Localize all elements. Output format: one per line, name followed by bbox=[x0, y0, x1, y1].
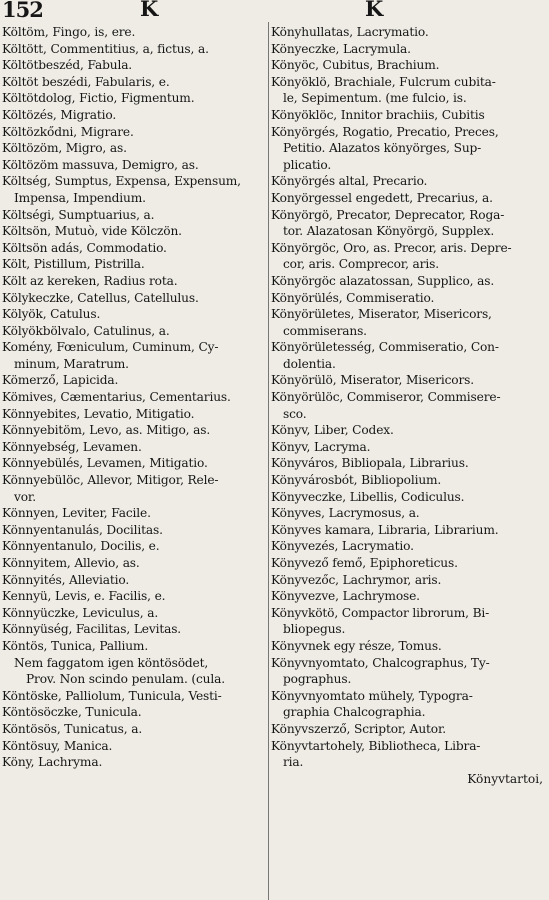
dictionary-entry bbox=[271, 538, 547, 555]
entry-continuation-line: ria. bbox=[283, 755, 304, 770]
entry-line: Költött, Commentitius, a, fictus, a. bbox=[2, 41, 209, 56]
entry-line: Kömives, Cæmentarius, Cementarius. bbox=[2, 390, 231, 405]
dictionary-entry bbox=[271, 57, 547, 74]
dictionary-entry bbox=[2, 306, 267, 323]
column-divider bbox=[268, 22, 269, 900]
right-column bbox=[271, 24, 547, 900]
entry-line: Kennyü, Levis, e. Facilis, e. bbox=[2, 589, 166, 604]
dictionary-entry bbox=[2, 140, 267, 157]
dictionary-entry bbox=[2, 406, 267, 423]
entry-line: Könyörülö, Miserator, Misericors. bbox=[271, 373, 474, 388]
dictionary-entry bbox=[2, 555, 267, 572]
dictionary-entry bbox=[2, 223, 267, 240]
entry-line: Köny, Lachryma. bbox=[2, 755, 103, 770]
dictionary-entry bbox=[271, 240, 547, 273]
entry-continuation-line: minum, Maratrum. bbox=[14, 356, 129, 371]
entry-line: Könyv, Liber, Codex. bbox=[271, 423, 394, 438]
entry-line: Köntöske, Palliolum, Tunicula, Vesti- bbox=[2, 688, 222, 703]
entry-line: Költségi, Sumptuarius, a. bbox=[2, 207, 155, 222]
dictionary-entry bbox=[271, 339, 547, 372]
right-column-letter: K bbox=[365, 0, 384, 21]
entry-line: Könyvező femő, Epiphoreticus. bbox=[271, 556, 458, 570]
dictionary-entry bbox=[271, 24, 547, 41]
entry-line: Konyörgessel engedett, Precarius, a. bbox=[271, 190, 493, 205]
entry-continuation-line: pographus. bbox=[283, 672, 352, 687]
dictionary-entry bbox=[271, 41, 547, 58]
dictionary-entry bbox=[271, 555, 547, 572]
dictionary-entry bbox=[271, 372, 547, 389]
dictionary-entry bbox=[2, 439, 267, 456]
entry-line: Kölykeczke, Catellus, Catellulus. bbox=[2, 290, 199, 305]
entry-line: Könnyentanulás, Docilitas. bbox=[2, 522, 163, 537]
entry-line: Könyvszerző, Scriptor, Autor. bbox=[271, 721, 447, 736]
entry-line: Könyörgöc, Oro, as. Precor, aris. Depre- bbox=[271, 240, 512, 255]
dictionary-entry bbox=[271, 290, 547, 307]
entry-line: Költötbeszéd, Fabula. bbox=[2, 58, 133, 73]
dictionary-entry bbox=[2, 256, 267, 273]
entry-line: Költ az kereken, Radius rota. bbox=[2, 273, 178, 288]
entry-line: Komény, Fœniculum, Cuminum, Cy- bbox=[2, 340, 219, 355]
entry-line: Költötdolog, Fictio, Figmentum. bbox=[2, 91, 195, 106]
entry-line: Könyörületes, Miserator, Misericors, bbox=[271, 307, 492, 322]
page-number: 152 bbox=[2, 0, 43, 22]
entry-line: Könnyentanulo, Docilis, e. bbox=[2, 539, 160, 554]
entry-line: Könnyüség, Facilitas, Levitas. bbox=[2, 622, 182, 637]
dictionary-entry bbox=[2, 605, 267, 622]
dictionary-entry bbox=[2, 107, 267, 124]
dictionary-entry bbox=[271, 124, 547, 174]
entry-line: Könnyitem, Allevio, as. bbox=[2, 556, 140, 570]
entry-line: Könyvezve, Lachrymose. bbox=[271, 589, 420, 604]
entry-line: Könnyités, Alleviatio. bbox=[2, 572, 130, 587]
dictionary-entry bbox=[271, 273, 547, 290]
entry-continuation-line: Prov. Non scindo penulam. (cula. bbox=[26, 672, 225, 687]
entry-line: Könyvezőc, Lachrymor, aris. bbox=[271, 572, 442, 587]
entry-line: Köntösuy, Manica. bbox=[2, 738, 113, 753]
entry-line: Költ, Pistillum, Pistrilla. bbox=[2, 257, 145, 272]
entry-line: Könyvtartohely, Bibliotheca, Libra- bbox=[271, 738, 481, 753]
entry-line: Költözöm massuva, Demigro, as. bbox=[2, 157, 199, 172]
entry-line: Könnyebites, Levatio, Mitigatio. bbox=[2, 406, 195, 421]
entry-continuation-line: commiserans. bbox=[283, 323, 367, 338]
entry-line: Könyörgés, Rogatio, Precatio, Preces, bbox=[271, 124, 499, 139]
running-header bbox=[0, 0, 549, 22]
dictionary-entry bbox=[271, 74, 547, 107]
entry-line: Költsön, Mutuò, vide Kölczön. bbox=[2, 224, 182, 239]
dictionary-entry bbox=[271, 605, 547, 638]
dictionary-entry bbox=[2, 538, 267, 555]
dictionary-entry bbox=[271, 439, 547, 456]
entry-line: Könyves, Lacrymosus, a. bbox=[271, 506, 420, 521]
dictionary-entry bbox=[2, 472, 267, 505]
entry-continuation-line: cor, aris. Comprecor, aris. bbox=[283, 257, 439, 272]
entry-line: Könyvnyomtato mühely, Typogra- bbox=[271, 688, 473, 703]
dictionary-entry bbox=[271, 173, 547, 190]
dictionary-entry bbox=[271, 306, 547, 339]
entry-line: Könyveczke, Libellis, Codiculus. bbox=[271, 489, 465, 504]
entry-line: Költség, Sumptus, Expensa, Expensum, bbox=[2, 174, 241, 189]
entry-continuation-line: graphia Chalcographia. bbox=[283, 705, 426, 720]
dictionary-entry bbox=[271, 489, 547, 506]
catchword: Könyvtartoi, bbox=[467, 771, 543, 786]
entry-line: Kölyökbölvalo, Catulinus, a. bbox=[2, 323, 170, 338]
entry-line: Könyhullatas, Lacrymatio. bbox=[271, 25, 429, 39]
dictionary-entry bbox=[2, 688, 267, 705]
dictionary-entry bbox=[2, 57, 267, 74]
entry-line: Könyörgöc alazatossan, Supplico, as. bbox=[271, 273, 495, 288]
dictionary-entry bbox=[2, 41, 267, 58]
left-column-letter: K bbox=[140, 0, 159, 21]
dictionary-entry bbox=[2, 588, 267, 605]
dictionary-entry bbox=[2, 422, 267, 439]
dictionary-entry bbox=[2, 90, 267, 107]
entry-line: Könyörülöc, Commiseror, Commisere- bbox=[271, 390, 501, 405]
entry-line: Költözkődni, Migrare. bbox=[2, 124, 134, 139]
dictionary-entry bbox=[2, 455, 267, 472]
dictionary-entry bbox=[2, 621, 267, 638]
left-column bbox=[2, 24, 267, 900]
dictionary-entry bbox=[271, 422, 547, 439]
entry-line: Könnyebülés, Levamen, Mitigatio. bbox=[2, 456, 208, 471]
dictionary-entry bbox=[2, 638, 267, 655]
entry-line: Könyörületesség, Commiseratio, Con- bbox=[271, 340, 499, 355]
dictionary-entry bbox=[271, 588, 547, 605]
entry-continuation-line: bliopegus. bbox=[283, 622, 346, 637]
dictionary-entry bbox=[2, 721, 267, 738]
entry-line: Költöm, Fingo, is, ere. bbox=[2, 25, 136, 39]
dictionary-entry bbox=[271, 207, 547, 240]
entry-line: Kölyök, Catulus. bbox=[2, 307, 101, 322]
dictionary-entry bbox=[271, 472, 547, 489]
entry-continuation-line: Petitio. Alazatos könyörges, Sup- bbox=[283, 141, 482, 156]
entry-line: Könnyebülöc, Allevor, Mitigor, Rele- bbox=[2, 473, 219, 488]
dictionary-entry bbox=[271, 655, 547, 688]
entry-line: Könyöklöc, Innitor brachiis, Cubitis bbox=[271, 107, 485, 122]
dictionary-entry bbox=[2, 389, 267, 406]
entry-line: Köntösöczke, Tunicula. bbox=[2, 705, 142, 720]
dictionary-entry bbox=[271, 505, 547, 522]
entry-line: Könyörgö, Precator, Deprecator, Roga- bbox=[271, 207, 505, 222]
entry-line: Könyves kamara, Libraria, Librarium. bbox=[271, 522, 499, 537]
entry-line: Könyv, Lacryma. bbox=[271, 439, 371, 454]
dictionary-entry bbox=[2, 74, 267, 91]
entry-line: Könnyebség, Levamen. bbox=[2, 439, 142, 454]
entry-line: Költözés, Migratio. bbox=[2, 107, 117, 122]
dictionary-entry bbox=[271, 572, 547, 589]
entry-line: Könyöc, Cubitus, Brachium. bbox=[271, 58, 440, 73]
dictionary-entry bbox=[271, 455, 547, 472]
entry-line: Költsön adás, Commodatio. bbox=[2, 240, 167, 255]
entry-line: Nem faggatom igen köntösödet, bbox=[14, 655, 209, 670]
entry-line: Könyváros, Bibliopala, Librarius. bbox=[271, 456, 469, 471]
entry-line: Költöt beszédi, Fabularis, e. bbox=[2, 74, 170, 89]
dictionary-entry bbox=[2, 372, 267, 389]
dictionary-entry bbox=[2, 655, 267, 688]
entry-continuation-line: vor. bbox=[14, 489, 36, 504]
dictionary-entry bbox=[2, 505, 267, 522]
entry-line: Köntösös, Tunicatus, a. bbox=[2, 721, 143, 736]
dictionary-entry bbox=[271, 688, 547, 721]
dictionary-entry bbox=[2, 24, 267, 41]
entry-line: Könyvárosbót, Bibliopolium. bbox=[271, 473, 442, 488]
dictionary-entry bbox=[271, 721, 547, 738]
dictionary-entry bbox=[2, 157, 267, 174]
dictionary-entry bbox=[2, 323, 267, 340]
entry-continuation-line: sco. bbox=[283, 406, 307, 421]
entry-continuation-line: Impensa, Impendium. bbox=[14, 190, 146, 205]
entry-continuation-line: plicatio. bbox=[283, 157, 332, 172]
dictionary-entry bbox=[271, 389, 547, 422]
dictionary-entry bbox=[2, 572, 267, 589]
entry-line: Kömerző, Lapicida. bbox=[2, 373, 119, 388]
dictionary-entry bbox=[271, 738, 547, 771]
dictionary-entry bbox=[271, 638, 547, 655]
entry-line: Könyvezés, Lacrymatio. bbox=[271, 539, 414, 554]
entry-line: Könyörülés, Commiseratio. bbox=[271, 290, 435, 305]
dictionary-entry bbox=[2, 754, 267, 771]
entry-line: Köntös, Tunica, Pallium. bbox=[2, 638, 149, 653]
entry-continuation-line: dolentia. bbox=[283, 356, 336, 371]
entry-line: Költözöm, Migro, as. bbox=[2, 141, 127, 156]
entry-line: Könyörgés altal, Precario. bbox=[271, 174, 428, 189]
entry-line: Könnyen, Leviter, Facile. bbox=[2, 506, 151, 521]
entry-continuation-line: tor. Alazatosan Könyörgö, Supplex. bbox=[283, 224, 495, 239]
dictionary-entry bbox=[271, 522, 547, 539]
dictionary-entry bbox=[2, 290, 267, 307]
dictionary-entry bbox=[2, 339, 267, 372]
dictionary-entry bbox=[2, 273, 267, 290]
dictionary-entry bbox=[271, 107, 547, 124]
dictionary-entry bbox=[2, 207, 267, 224]
dictionary-entry bbox=[2, 522, 267, 539]
entry-line: Könyeczke, Lacrymula. bbox=[271, 41, 411, 56]
dictionary-entry bbox=[271, 190, 547, 207]
entry-continuation-line: le, Sepimentum. (me fulcio, is. bbox=[283, 91, 467, 106]
dictionary-entry bbox=[2, 704, 267, 721]
entry-line: Könnyebitöm, Levo, as. Mitigo, as. bbox=[2, 423, 211, 438]
entry-line: Könyvkötö, Compactor librorum, Bi- bbox=[271, 605, 490, 620]
entry-line: Könnyüczke, Leviculus, a. bbox=[2, 605, 159, 620]
entry-line: Könyvnyomtato, Chalcographus, Ty- bbox=[271, 655, 490, 670]
entry-line: Könyöklö, Brachiale, Fulcrum cubita- bbox=[271, 74, 496, 89]
dictionary-entry bbox=[2, 738, 267, 755]
entry-line: Könyvnek egy része, Tomus. bbox=[271, 638, 442, 653]
dictionary-entry bbox=[2, 124, 267, 141]
dictionary-entry bbox=[2, 173, 267, 206]
dictionary-entry bbox=[2, 240, 267, 257]
